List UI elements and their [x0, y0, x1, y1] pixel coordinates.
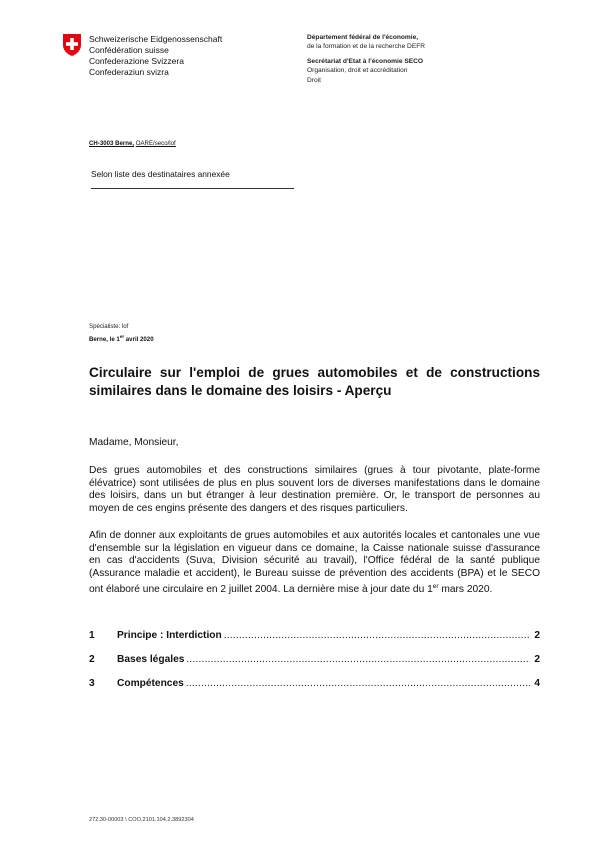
recipients-underline — [91, 188, 294, 189]
date-sup: er — [119, 334, 125, 339]
toc-leader — [186, 654, 530, 665]
confederation-name-fr: Confédération suisse — [89, 45, 169, 55]
subunit-name: Droit — [307, 76, 321, 84]
unit-name: Organisation, droit et accréditation — [307, 67, 408, 75]
date-prefix: Berne, le 1 — [89, 336, 120, 343]
toc-number: 1 — [89, 630, 95, 641]
specialist-line: Spécialiste: lof — [89, 323, 129, 330]
confederation-name-rm: Confederaziun svizra — [89, 67, 169, 77]
confederation-name-it: Confederazione Svizzera — [89, 56, 184, 66]
confederation-names — [89, 34, 222, 78]
secretariat-name: Secrétariat d'Etat à l'économie SECO — [307, 57, 424, 65]
toc-entry[interactable] — [89, 654, 540, 666]
date-line — [89, 334, 154, 343]
department-name: Département fédéral de l'économie, — [307, 34, 419, 41]
sender-reference: OARE/seco/lof — [135, 140, 176, 147]
sender-city: CH-3003 Berne, — [89, 140, 135, 147]
recipients-text: Selon liste des destinataires annexée — [91, 169, 230, 179]
paragraph-purpose-end: mars 2020. — [438, 583, 493, 595]
toc-entry[interactable] — [89, 630, 540, 642]
toc-leader — [224, 630, 530, 641]
paragraph-purpose-main: Afin de donner aux exploitants de grues automobiles et aux autorités locales et cantonales une vue d'ensemble sur la législation en vigueur dans ce domaine, la Caisse nationale suisse d'assurance en cas d'accidents (Suva, Division sécurité au travail), l'Office fédéral de la santé publique (Assurance maladie et accident), le Bureau suisse de prévention des accidents (BPA) et le SECO ont élaboré une circulaire en 2 juillet 2004. La dernière mise à jour date du 1 — [89, 530, 540, 595]
paragraph-purpose-sup: er — [432, 582, 439, 590]
toc-page-number: 2 — [534, 630, 540, 641]
salutation: Madame, Monsieur, — [89, 437, 179, 448]
toc-label[interactable]: Compétences — [117, 678, 184, 689]
document-reference-footer: 272.30-00003 \ COO.2101.104.2.3892304 — [89, 817, 194, 823]
department-name-line2: de la formation et de la recherche DEFR — [307, 43, 426, 51]
toc-page-number: 4 — [534, 678, 540, 689]
toc-entry[interactable] — [89, 678, 540, 690]
swiss-crest-icon — [62, 33, 82, 57]
date-suffix: avril 2020 — [125, 336, 154, 343]
document-title: Circulaire sur l'emploi de grues automobiles et de constructions similaires dans le domaine des loisirs - Aperçu — [89, 365, 540, 398]
sender-line — [89, 140, 176, 147]
paragraph-purpose — [89, 530, 540, 597]
toc-number: 2 — [89, 654, 95, 665]
toc-leader — [186, 678, 530, 689]
confederation-name-de: Schweizerische Eidgenossenschaft — [89, 34, 223, 44]
toc-label[interactable]: Principe : Interdiction — [117, 630, 222, 641]
toc-number: 3 — [89, 678, 95, 689]
paragraph-intro: Des grues automobiles et des constructions similaires (grues à tour pivotante, plate-forme élévatrice) sont utilisées de plus en plus souvent lors de diverses manifestations dans le domaine des loisirs, dans un but étranger à leur destination première. Or, le transport de personnes au moyen de ces engins présente des dangers et des risques particuliers. — [89, 465, 540, 515]
toc-page-number: 2 — [534, 654, 540, 665]
department-block — [307, 33, 425, 85]
toc-label[interactable]: Bases légales — [117, 654, 185, 665]
